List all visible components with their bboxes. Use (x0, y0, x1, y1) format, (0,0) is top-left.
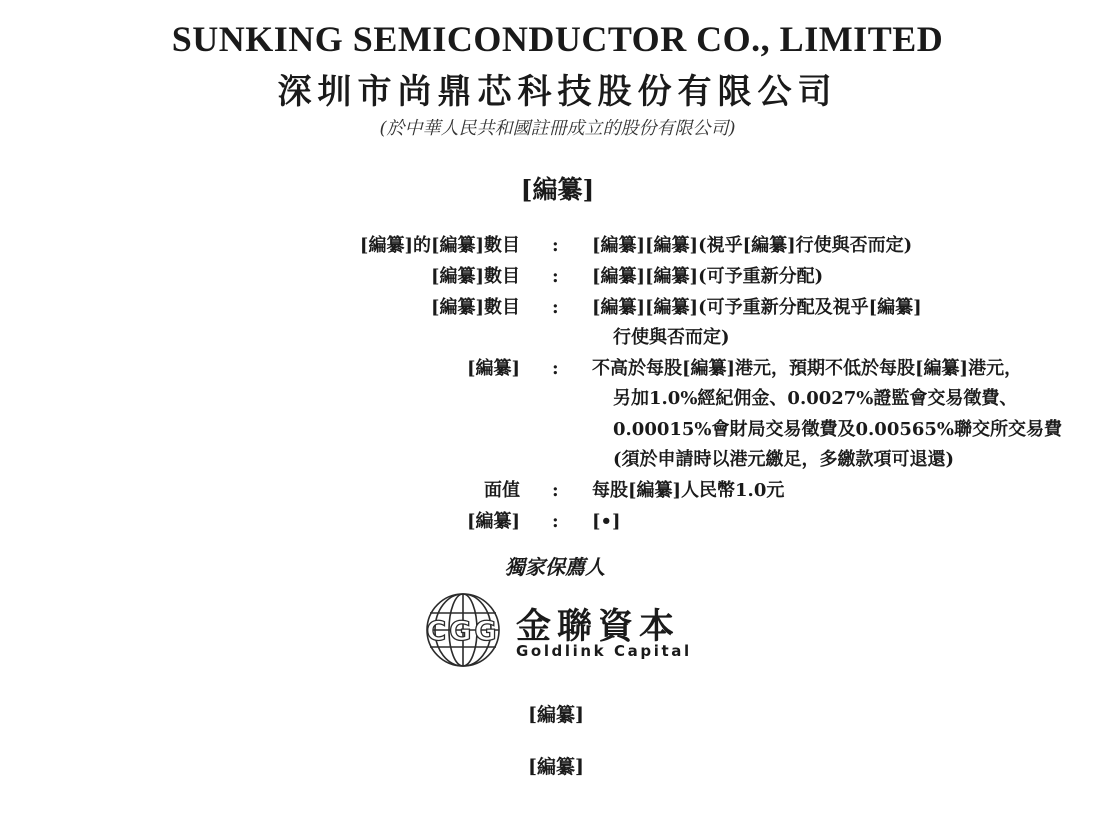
document-heading: [編纂] (520, 175, 595, 204)
term-row (0, 234, 1115, 258)
term-row (0, 296, 1115, 350)
term-label: [編纂] (466, 358, 520, 379)
term-value: [•] (592, 511, 621, 532)
term-label: [編纂]的[編纂]數目 (359, 235, 520, 256)
term-value-cont: 另加1.0%經紀佣金、0.0027%證監會交易徵費、 (613, 388, 1018, 409)
term-label: 面值 (484, 480, 520, 501)
term-value: [編纂][編纂](可予重新分配) (592, 266, 824, 287)
term-value-cont: (須於申請時以港元繳足，多繳款項可退還) (613, 449, 955, 470)
term-colon: : (552, 480, 559, 501)
term-label: [編纂]數目 (430, 297, 520, 318)
term-colon: : (552, 511, 559, 532)
term-colon: : (552, 297, 559, 318)
term-row (0, 357, 1115, 471)
term-row (0, 510, 1115, 534)
term-label: [編纂]數目 (430, 266, 520, 287)
company-name-zh: 深圳市尚鼎芯科技股份有限公司 (277, 72, 838, 112)
term-colon: : (552, 235, 559, 256)
term-value-cont: 0.00015%會財局交易徵費及0.00565%聯交所交易費 (613, 419, 1063, 440)
logo-letters: CGG (426, 616, 500, 647)
term-value: 每股[編纂]人民幣1.0元 (592, 480, 785, 501)
goldlink-capital-logo (418, 591, 708, 669)
term-value: 不高於每股[編纂]港元，預期不低於每股[編纂]港元， (592, 358, 1023, 379)
incorporation-note: (於中華人民共和國註冊成立的股份有限公司) (379, 118, 736, 139)
term-value: [編纂][編纂](可予重新分配及視乎[編纂] (592, 297, 922, 318)
term-row (0, 265, 1115, 289)
company-name-en: SUNKING SEMICONDUCTOR CO., LIMITED (171, 19, 944, 59)
footer-line: [編纂] (528, 704, 584, 726)
term-colon: : (552, 358, 559, 379)
logo-chinese-name: 金聯資本 (516, 607, 681, 647)
footer-line: [編纂] (528, 756, 584, 778)
logo-english-name: Goldlink Capital (516, 642, 692, 660)
term-value-cont: 行使與否而定) (613, 327, 730, 348)
term-value: [編纂][編纂](視乎[編纂]行使與否而定) (592, 235, 913, 256)
term-colon: : (552, 266, 559, 287)
sponsor-heading: 獨家保薦人 (505, 555, 605, 579)
term-row (0, 479, 1115, 503)
term-label: [編纂] (466, 511, 520, 532)
globe-icon (418, 591, 510, 669)
